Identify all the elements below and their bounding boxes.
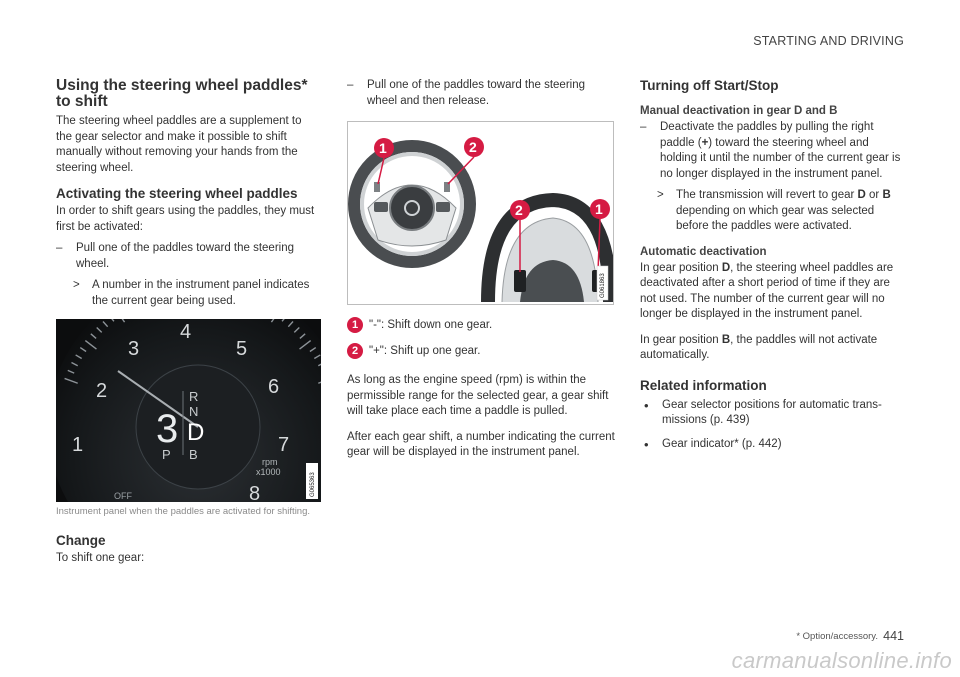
off-label: OFF	[114, 491, 132, 501]
text-fragment: Deactivate the paddles by pulling the right paddle (	[660, 121, 874, 149]
manual-result	[640, 188, 908, 235]
text-fragment: ) toward the steering wheel and holding it until the number of the current gear is no longer displayed in the instrument panel.	[660, 136, 901, 180]
text-fragment: or	[865, 189, 883, 201]
callout-right-2: 2	[515, 202, 523, 218]
page-number: 441	[883, 629, 904, 643]
rpm-label: rpm	[262, 457, 278, 467]
watermark: carmanualsonline.info	[731, 648, 952, 673]
section-heading: Turning off Start/Stop	[640, 78, 779, 93]
page-title: Using the steering wheel paddles* to shift	[56, 77, 308, 110]
dial-number-1: 1	[72, 434, 84, 456]
legend-item	[347, 317, 615, 333]
gear-letter-r: R	[189, 389, 199, 404]
related-heading: Related information	[640, 377, 767, 393]
callout-right-1: 1	[595, 201, 603, 217]
auto-paragraph	[640, 261, 908, 323]
dial-number-2: 2	[96, 380, 108, 402]
gear-letter-d: D	[187, 419, 205, 446]
text-fragment: , the steering wheel paddles are deactivated after a short period of time if they are not used. The number of the current gear will no longer be displayed in the instrument panel.	[640, 261, 894, 320]
paragraph: As long as the engine speed (rpm) is within the permissible range for the selected gear, a gear shift will take place each time a paddle is pulled.	[347, 374, 609, 418]
dial-number-4: 4	[180, 321, 192, 343]
figure-code: G061863	[600, 273, 606, 298]
change-text: To shift one gear:	[56, 551, 145, 564]
text-fragment: , the paddles will not activate automatically.	[640, 333, 878, 361]
related-link[interactable]: • Gear selector positions for automatic transmissions (p. 439)	[640, 398, 908, 429]
callout-left-2: 2	[469, 139, 477, 155]
change-heading: Change	[56, 532, 106, 548]
intro-paragraph: The steering wheel paddles are a supplement to the gear selector and make it possible to shift manually without removing your hands from the steering wheel.	[56, 115, 302, 174]
gear-letter-b: B	[189, 447, 198, 462]
gear-d: D	[721, 261, 731, 274]
dial-number-8: 8	[249, 483, 261, 502]
legend-item	[347, 343, 615, 359]
activating-heading: Activating the steering wheel paddles	[56, 186, 298, 201]
text-fragment: depending on which gear was selected before the paddles were activated.	[676, 204, 875, 232]
text-fragment: In gear position	[640, 333, 722, 346]
activating-text: In order to shift gears using the paddles, they must first be activated:	[56, 205, 315, 233]
legend-number-1: 1	[347, 317, 363, 333]
column-left	[56, 78, 320, 576]
steering-wheel-figure	[347, 121, 614, 305]
related-link[interactable]: • Gear indicator* (p. 442)	[640, 437, 908, 453]
activating-step: – Pull one of the paddles toward the steering wheel.	[56, 241, 320, 272]
gear-letter-n: N	[189, 404, 199, 419]
column-right	[640, 78, 908, 460]
dial-number-7: 7	[278, 434, 290, 456]
dial-number-5: 5	[236, 338, 248, 360]
instrument-panel-figure	[56, 319, 321, 502]
legend-text: "+": Shift up one gear.	[369, 345, 481, 358]
subheading-automatic: Automatic deactivation	[640, 245, 767, 258]
dial-number-6: 6	[268, 376, 280, 398]
legend-text: "-": Shift down one gear.	[369, 319, 493, 332]
auto-paragraph	[640, 333, 908, 364]
gear-b: B	[882, 189, 891, 201]
gear-d: D	[857, 189, 866, 201]
activating-result: > A number in the instrument panel indicates the current gear being used.	[56, 278, 320, 309]
instrument-panel-illustration	[56, 319, 321, 502]
change-step: – Pull one of the paddles toward the steering wheel and then release.	[347, 78, 615, 109]
dial-number-3: 3	[128, 338, 140, 360]
steering-wheel-illustration	[348, 122, 613, 304]
paragraph: After each gear shift, a number indicating the current gear will be displayed in the instrument panel.	[347, 430, 615, 459]
text-fragment: The transmission will revert to gear	[676, 189, 858, 201]
current-gear-number: 3	[156, 407, 179, 451]
gear-b: B	[721, 333, 731, 346]
figure-code: G065363	[310, 472, 316, 497]
plus-symbol: +	[701, 136, 709, 149]
column-middle	[347, 78, 615, 471]
manual-step	[640, 120, 908, 182]
section-header: STARTING AND DRIVING	[753, 34, 904, 48]
legend-number-2: 2	[347, 343, 363, 359]
text-fragment: In gear position	[640, 261, 722, 274]
gear-letter-p: P	[162, 447, 171, 462]
callout-left-1: 1	[379, 140, 387, 156]
footnote: * Option/accessory.	[796, 631, 878, 642]
subheading-manual: Manual deactivation in gear D and B	[640, 105, 838, 117]
figure-caption: Instrument panel when the paddles are activated for shifting.	[56, 506, 311, 517]
rpm-scale-label: x1000	[256, 467, 281, 477]
